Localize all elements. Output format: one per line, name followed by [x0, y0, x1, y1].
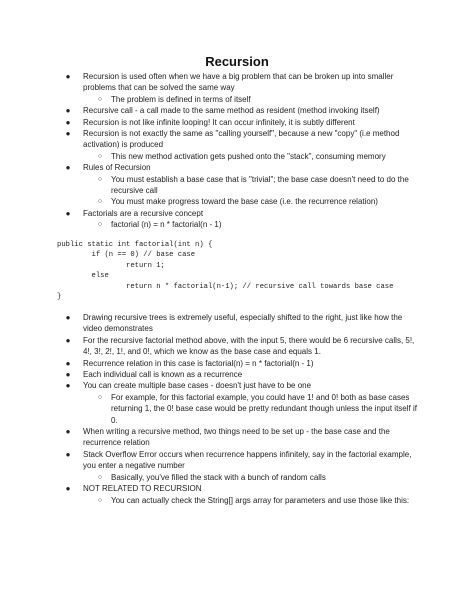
hollow-bullet-icon: ○ [97, 175, 103, 183]
list-item-text: When writing a recursive method, two things need to be set up - the base case and the recurrence relation [83, 427, 390, 448]
sub-list-item-text: You must make progress toward the base case (i.e. the recurrence relation) [111, 197, 378, 207]
bullet-icon: ● [65, 358, 71, 368]
hollow-bullet-icon: ○ [97, 473, 103, 481]
hollow-bullet-icon: ○ [97, 496, 103, 504]
sub-list-item [83, 472, 423, 483]
list-item [65, 105, 423, 116]
code-line: } [57, 293, 62, 302]
list-item-text: Each individual call is known as a recurrence [83, 370, 243, 380]
list-item [65, 426, 423, 449]
sub-list-item [83, 196, 423, 207]
list-item-text: Recurrence relation in this case is factorial(n) = n * factorial(n - 1) [83, 358, 314, 368]
list-item-text: Recursion is not exactly the same as "calling yourself", because a new "copy" (i.e method activation) is produced [83, 129, 400, 150]
code-line: else [57, 272, 109, 281]
hollow-bullet-icon: ○ [97, 95, 103, 103]
sub-list-item-text: factorial (n) = n * factorial(n - 1) [111, 220, 222, 230]
sub-list-item [83, 219, 423, 230]
code-line: public static int factorial(int n) { [57, 241, 213, 249]
sub-list-item-text: Basically, you've filled the stack with a bunch of random calls [111, 472, 326, 482]
list-item [65, 208, 423, 219]
list-item-text: Rules of Recursion [83, 163, 151, 173]
sub-list-item-text: You must establish a base case that is "trivial"; the base case doesn't need to do the recursive call [111, 174, 409, 196]
bullet-icon: ● [65, 313, 71, 322]
list-item-text: NOT RELATED TO RECURSION [83, 484, 202, 494]
code-line: if (n == 0) // base case [57, 251, 196, 260]
list-item [65, 335, 423, 358]
list-item-text: Recursive call - a call made to the same method as resident (method invoking itself) [83, 106, 380, 116]
list-item [65, 162, 423, 173]
list-item [65, 312, 423, 335]
bullet-icon: ● [65, 72, 71, 81]
bullet-icon: ● [65, 484, 71, 494]
sub-list-item [83, 94, 423, 105]
sub-list-item [83, 174, 423, 197]
bullet-icon: ● [65, 208, 71, 218]
sub-list-item-text: The problem is defined in terms of itself [111, 94, 251, 104]
bullet-icon: ● [65, 370, 71, 380]
list-item [65, 358, 423, 369]
bullet-icon: ● [65, 427, 71, 437]
sub-list-item-text: You can actually check the String[] args array for parameters and use those like this: [111, 495, 410, 505]
bullet-icon: ● [65, 117, 71, 127]
code-line: return 1; [57, 261, 165, 270]
notes-list-top [65, 71, 423, 231]
list-item-text: Drawing recursive trees is extremely useful, especially shifted to the right, just like how the video demonstrates [83, 313, 403, 334]
bullet-icon: ● [65, 106, 71, 116]
list-item-text: Recursion is used often when we have a big problem that can be broken up into smaller problems that can be solved the same way [83, 72, 394, 93]
hollow-bullet-icon: ○ [97, 393, 103, 401]
sub-list-item-text: This new method activation gets pushed onto the "stack", consuming memory [111, 151, 386, 161]
list-item [65, 483, 423, 494]
list-item-text: For the recursive factorial method above, with the input 5, there would be 6 recursive calls, 5!, 4!, 3!, 2!, 1!, and 0!, which we know as the base case and equals 1. [83, 335, 415, 357]
list-item-text: You can create multiple base cases - doesn't just have to be one [83, 381, 312, 391]
list-item-text: Factorials are a recursive concept [83, 208, 204, 218]
list-item-text: Stack Overflow Error occurs when recurrence happens infinitely, say in the factorial example, you enter a negative number [83, 449, 412, 471]
bullet-icon: ● [65, 335, 71, 345]
notes-list-bottom [65, 312, 423, 506]
list-item [65, 117, 423, 128]
list-item [65, 128, 423, 151]
bullet-icon: ● [65, 449, 71, 459]
list-item [65, 380, 423, 391]
hollow-bullet-icon: ○ [97, 198, 103, 206]
list-item [65, 369, 423, 380]
code-line: return n * factorial(n-1); // recursive call towards base case [57, 282, 394, 291]
bullet-icon: ● [65, 381, 71, 391]
list-item-text: Recursion is not like infinite looping! It can occur infinitely, it is subtly different [83, 117, 355, 127]
page-title: Recursion [205, 54, 269, 69]
sub-list-item-text: For example, for this factorial example, you could have 1! and 0! both as base cases returning 1, the 0! base case would be pretty redundant though unless the input itself if 0. [111, 392, 417, 425]
sub-list-item [83, 392, 423, 426]
hollow-bullet-icon: ○ [97, 152, 103, 160]
code-block [57, 240, 393, 302]
sub-list-item [83, 151, 423, 162]
bullet-icon: ● [65, 129, 71, 139]
list-item [65, 71, 423, 94]
list-item [65, 449, 423, 472]
hollow-bullet-icon: ○ [97, 221, 103, 229]
sub-list-item [83, 495, 423, 506]
bullet-icon: ● [65, 163, 71, 173]
